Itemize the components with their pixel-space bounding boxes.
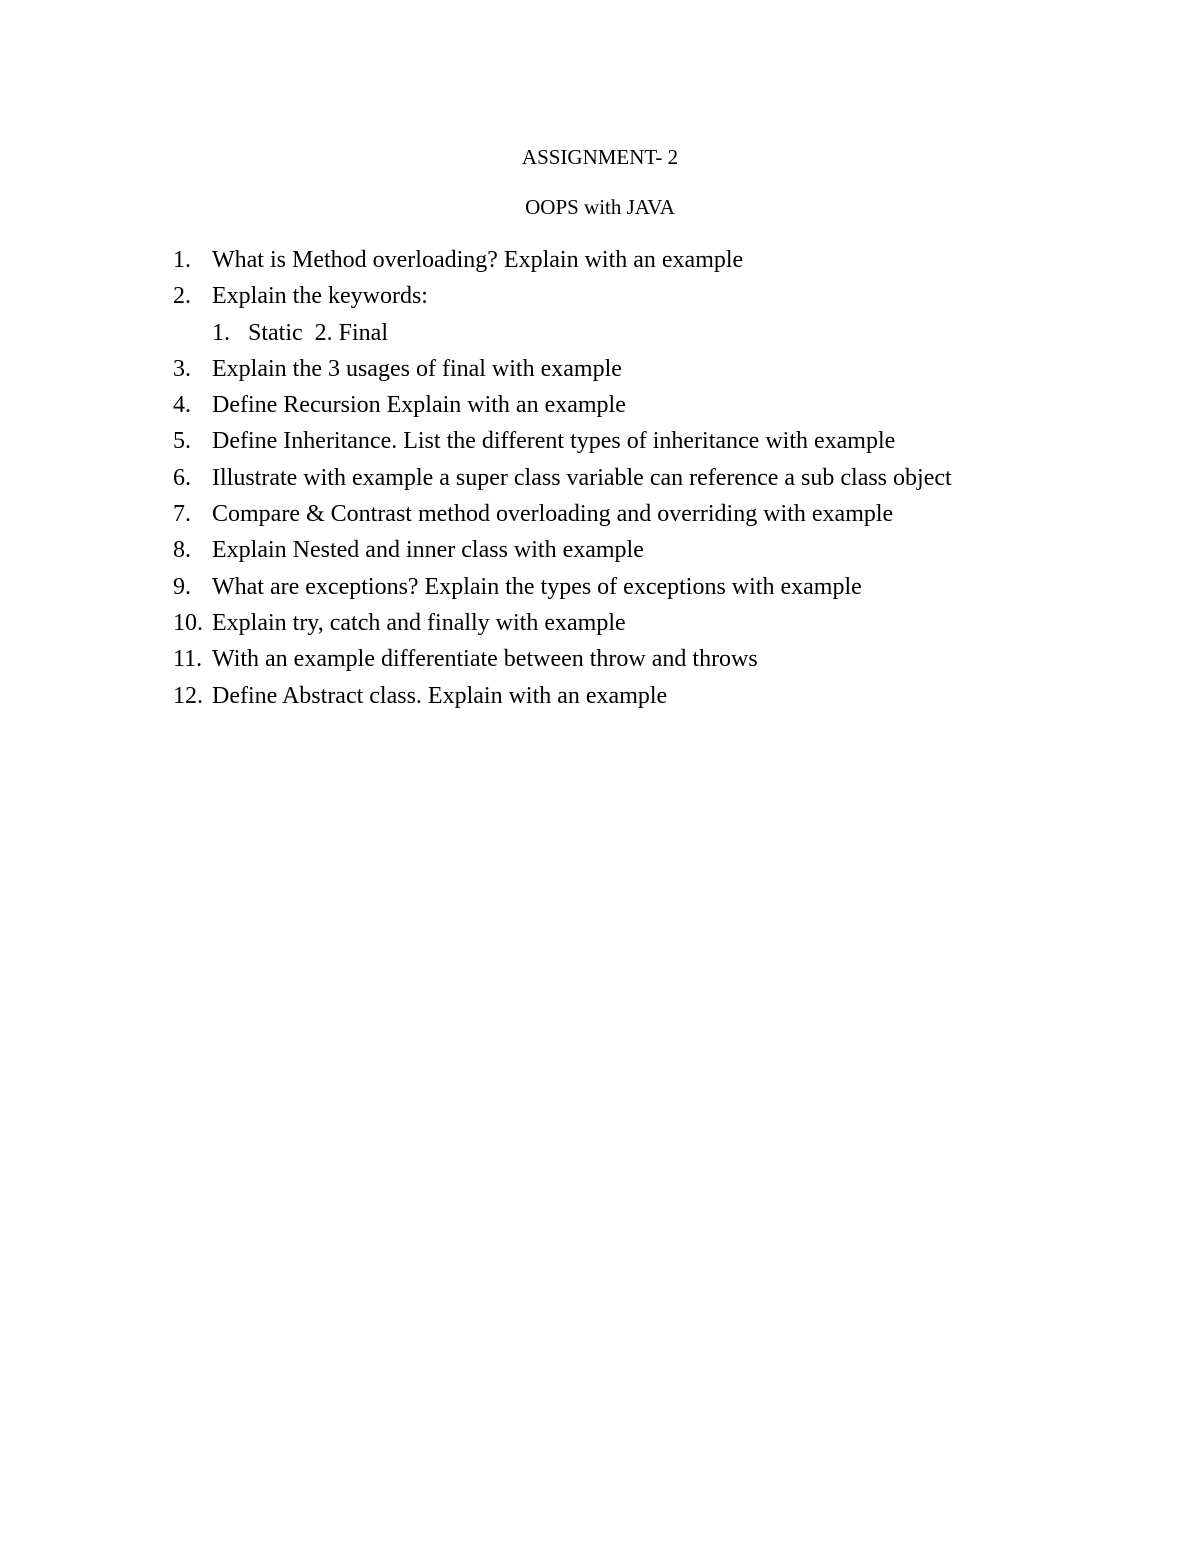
question-text: Explain Nested and inner class with example — [212, 537, 644, 564]
question-text: Define Abstract class. Explain with an example — [212, 682, 668, 709]
question-number: 7. — [173, 501, 191, 528]
question-number: 12. — [173, 682, 203, 709]
question-text: With an example differentiate between throw and throws — [212, 646, 758, 673]
question-number: 1. — [173, 247, 191, 273]
question-item — [0, 607, 1200, 643]
question-item — [0, 571, 1200, 607]
question-text: What are exceptions? Explain the types of exceptions with example — [212, 573, 862, 600]
question-number: 6. — [173, 464, 191, 491]
question-number: 11. — [173, 646, 203, 673]
question-item — [0, 643, 1200, 679]
question-text: Explain try, catch and finally with example — [212, 609, 626, 636]
question-text: Compare & Contrast method overloading and overriding with example — [212, 501, 894, 528]
question-item — [0, 244, 1200, 280]
question-item — [0, 680, 1200, 716]
question-number: 3. — [173, 355, 191, 382]
question-text: Explain the 3 usages of final with example — [212, 355, 622, 382]
question-list — [0, 244, 1200, 716]
question-number: 2. — [173, 283, 191, 310]
keyword-number: 1. — [212, 319, 230, 346]
question-text: What is Method overloading? Explain with an example — [212, 247, 744, 273]
question-item — [0, 425, 1200, 461]
question-item — [0, 462, 1200, 498]
question-text: Illustrate with example a super class variable can reference a sub class object — [212, 464, 952, 491]
keyword-label: Final — [338, 319, 388, 346]
document-subtitle: OOPS with JAVA — [525, 195, 675, 219]
question-number: 9. — [173, 573, 191, 600]
keyword-label: Static — [248, 319, 303, 346]
question-number: 5. — [173, 428, 191, 455]
question-item — [0, 280, 1200, 316]
document-title: ASSIGNMENT- 2 — [521, 145, 679, 169]
question-item — [0, 353, 1200, 389]
question-item — [0, 389, 1200, 425]
question-number: 8. — [173, 537, 191, 564]
question-item — [0, 498, 1200, 534]
question-text: Define Inheritance. List the different types of inheritance with example — [212, 428, 896, 455]
question-number: 4. — [173, 392, 191, 419]
question-text: Define Recursion Explain with an example — [212, 392, 626, 419]
question-text: Explain the keywords: — [212, 283, 428, 310]
keyword-sublist — [0, 317, 1200, 353]
keyword-row — [212, 317, 388, 349]
question-number: 10. — [173, 609, 203, 636]
keyword-number: 2. — [314, 319, 333, 346]
question-item — [0, 534, 1200, 570]
